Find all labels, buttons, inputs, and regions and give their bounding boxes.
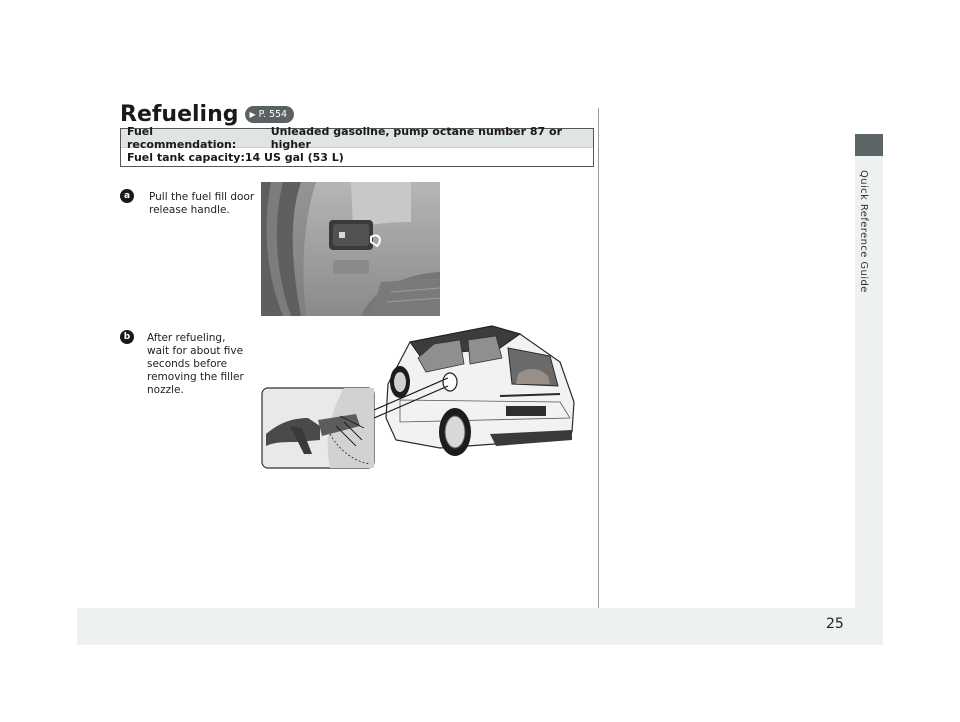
side-tab-marker <box>855 134 883 156</box>
step-line: nozzle. <box>147 384 184 396</box>
spec-row-fuel-recommendation <box>121 125 593 151</box>
step-text-a <box>149 191 254 217</box>
step-marker-b: b <box>120 330 134 344</box>
column-divider <box>598 108 599 608</box>
step-line: seconds before <box>147 358 228 370</box>
step-line: release handle. <box>149 204 230 216</box>
section-header <box>120 102 294 127</box>
footer-band <box>77 608 883 645</box>
step-marker-a: a <box>120 189 134 203</box>
page-reference-link[interactable] <box>245 106 295 123</box>
spec-value: Unleaded gasoline, pump octane number 87 or higher <box>270 125 563 151</box>
side-tab-label: Quick Reference Guide <box>858 170 869 293</box>
spec-value: 14 US gal (53 L) <box>244 150 344 164</box>
step-line: removing the filler <box>147 371 244 383</box>
spec-label: Fuel recommendation: <box>127 125 237 151</box>
step-line: After refueling, <box>147 332 226 344</box>
fuel-door-release-photo <box>261 182 440 316</box>
arrow-right-icon: ▶ <box>249 110 256 119</box>
step-text-b <box>147 332 244 397</box>
fuel-spec-table <box>120 125 594 167</box>
refueling-car-illustration <box>260 322 578 470</box>
page-number: 25 <box>826 616 844 632</box>
page-reference-text: P. 554 <box>258 109 288 120</box>
spec-label: Fuel tank capacity: <box>127 150 245 164</box>
section-title: Refueling <box>120 102 239 127</box>
step-line: wait for about five <box>147 345 244 357</box>
step-line: Pull the fuel fill door <box>149 191 255 203</box>
